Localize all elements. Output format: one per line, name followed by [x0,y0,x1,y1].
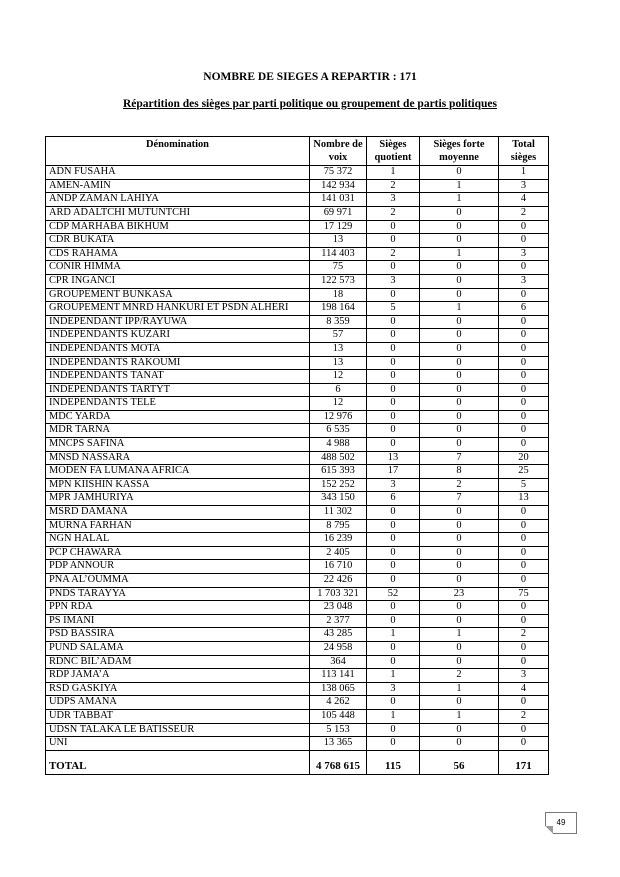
cell-denomination: INDEPENDANTS TELE [46,397,310,411]
cell-quotient: 3 [367,193,420,207]
table-row [46,682,549,696]
table-row [46,696,549,710]
cell-total: 3 [499,669,549,683]
cell-voix: 16 239 [310,533,367,547]
table-row [46,519,549,533]
page-title: NOMBRE DE SIEGES A REPARTIR : 171 [203,71,417,83]
cell-denomination: NGN HALAL [46,533,310,547]
cell-denomination: MNCPS SAFINA [46,438,310,452]
cell-voix: 2 377 [310,614,367,628]
cell-total: 25 [499,465,549,479]
cell-quotient: 0 [367,601,420,615]
cell-quotient: 1 [367,628,420,642]
cell-total: 6 [499,302,549,316]
cell-voix: 57 [310,329,367,343]
cell-total: 0 [499,356,549,370]
cell-total: 0 [499,614,549,628]
cell-total: 3 [499,247,549,261]
table-row [46,533,549,547]
cell-voix: 18 [310,288,367,302]
cell-quotient: 0 [367,614,420,628]
total-voix: 4 768 615 [310,750,367,775]
cell-voix: 69 971 [310,206,367,220]
table-row [46,641,549,655]
cell-denomination: CONIR HIMMA [46,261,310,275]
cell-forte: 1 [420,709,499,723]
table-row [46,329,549,343]
cell-quotient: 0 [367,342,420,356]
cell-voix: 364 [310,655,367,669]
cell-denomination: UDSN TALAKA LE BATISSEUR [46,723,310,737]
cell-total: 0 [499,506,549,520]
cell-forte: 0 [420,410,499,424]
cell-voix: 105 448 [310,709,367,723]
table-row [46,166,549,180]
cell-quotient: 0 [367,546,420,560]
table-row [46,288,549,302]
cell-denomination: INDEPENDANTS KUZARI [46,329,310,343]
cell-denomination: MDR TARNA [46,424,310,438]
cell-denomination: CDR BUKATA [46,234,310,248]
cell-voix: 16 710 [310,560,367,574]
cell-voix: 4 262 [310,696,367,710]
table-row [46,587,549,601]
table-row [46,247,549,261]
table-row [46,655,549,669]
cell-denomination: PS IMANI [46,614,310,628]
cell-forte: 0 [420,206,499,220]
cell-denomination: PPN RDA [46,601,310,615]
table-row [46,601,549,615]
cell-quotient: 1 [367,709,420,723]
table-row [46,506,549,520]
cell-denomination: INDEPENDANT IPP/RAYUWA [46,315,310,329]
cell-forte: 1 [420,628,499,642]
cell-quotient: 0 [367,506,420,520]
cell-forte: 0 [420,737,499,751]
cell-voix: 343 150 [310,492,367,506]
header-forte-moyenne: Sièges forte moyenne [420,137,499,166]
page-number: 49 [545,812,577,834]
cell-quotient: 0 [367,397,420,411]
cell-forte: 0 [420,655,499,669]
cell-quotient: 0 [367,574,420,588]
cell-forte: 7 [420,492,499,506]
table-row [46,478,549,492]
cell-voix: 6 535 [310,424,367,438]
table-row [46,302,549,316]
cell-forte: 0 [420,506,499,520]
cell-forte: 2 [420,669,499,683]
cell-forte: 0 [420,723,499,737]
cell-denomination: INDEPENDANTS TARTYT [46,383,310,397]
cell-forte: 0 [420,574,499,588]
cell-voix: 12 [310,397,367,411]
cell-total: 3 [499,274,549,288]
cell-total: 0 [499,220,549,234]
total-quotient: 115 [367,750,420,775]
table-row [46,220,549,234]
cell-denomination: RDP JAMA’A [46,669,310,683]
cell-denomination: INDEPENDANTS RAKOUMI [46,356,310,370]
cell-quotient: 0 [367,424,420,438]
table-row [46,356,549,370]
cell-total: 0 [499,370,549,384]
cell-forte: 0 [420,383,499,397]
cell-quotient: 2 [367,179,420,193]
cell-voix: 2 405 [310,546,367,560]
cell-voix: 23 048 [310,601,367,615]
cell-quotient: 0 [367,261,420,275]
cell-denomination: GROUPEMENT MNRD HANKURI ET PSDN ALHERI [46,302,310,316]
cell-quotient: 5 [367,302,420,316]
cell-quotient: 3 [367,682,420,696]
cell-denomination: MPN KIISHIN KASSA [46,478,310,492]
cell-denomination: PCP CHAWARA [46,546,310,560]
cell-forte: 0 [420,533,499,547]
cell-quotient: 0 [367,696,420,710]
cell-total: 0 [499,641,549,655]
cell-total: 0 [499,261,549,275]
cell-voix: 615 393 [310,465,367,479]
table-row [46,560,549,574]
cell-forte: 0 [420,234,499,248]
cell-total: 5 [499,478,549,492]
cell-quotient: 0 [367,315,420,329]
cell-total: 0 [499,546,549,560]
cell-forte: 0 [420,342,499,356]
cell-voix: 12 976 [310,410,367,424]
cell-denomination: RDNC BIL’ADAM [46,655,310,669]
cell-voix: 12 [310,370,367,384]
cell-voix: 198 164 [310,302,367,316]
cell-denomination: CPR INGANCI [46,274,310,288]
cell-total: 0 [499,315,549,329]
table-row [46,424,549,438]
cell-voix: 4 988 [310,438,367,452]
cell-quotient: 2 [367,247,420,261]
cell-denomination: RSD GASKIYA [46,682,310,696]
cell-denomination: MSRD DAMANA [46,506,310,520]
cell-total: 4 [499,682,549,696]
cell-denomination: PDP ANNOUR [46,560,310,574]
cell-quotient: 0 [367,410,420,424]
cell-denomination: ADN FUSAHA [46,166,310,180]
cell-voix: 152 252 [310,478,367,492]
cell-quotient: 0 [367,383,420,397]
cell-forte: 1 [420,302,499,316]
cell-quotient: 0 [367,655,420,669]
table-row [46,274,549,288]
cell-denomination: AMEN-AMIN [46,179,310,193]
cell-voix: 6 [310,383,367,397]
cell-forte: 1 [420,247,499,261]
cell-total: 0 [499,329,549,343]
cell-total: 2 [499,628,549,642]
cell-quotient: 1 [367,669,420,683]
cell-voix: 75 [310,261,367,275]
cell-total: 0 [499,410,549,424]
cell-forte: 23 [420,587,499,601]
table-row [46,546,549,560]
cell-total: 20 [499,451,549,465]
table-row [46,492,549,506]
cell-voix: 8 359 [310,315,367,329]
cell-forte: 0 [420,397,499,411]
cell-quotient: 0 [367,560,420,574]
cell-voix: 13 [310,342,367,356]
cell-voix: 142 934 [310,179,367,193]
cell-quotient: 1 [367,166,420,180]
cell-denomination: MODEN FA LUMANA AFRICA [46,465,310,479]
cell-total: 1 [499,166,549,180]
cell-total: 4 [499,193,549,207]
cell-forte: 0 [420,220,499,234]
cell-quotient: 0 [367,234,420,248]
cell-voix: 17 129 [310,220,367,234]
cell-total: 75 [499,587,549,601]
cell-forte: 7 [420,451,499,465]
cell-quotient: 0 [367,438,420,452]
table-row [46,206,549,220]
cell-voix: 22 426 [310,574,367,588]
page-subtitle: Répartition des sièges par parti politique ou groupement de partis politiques [123,98,497,110]
cell-total: 13 [499,492,549,506]
cell-denomination: PNDS TARAYYA [46,587,310,601]
cell-forte: 1 [420,179,499,193]
table-row [46,315,549,329]
cell-quotient: 0 [367,288,420,302]
table-row [46,179,549,193]
cell-forte: 0 [420,560,499,574]
cell-forte: 0 [420,614,499,628]
cell-quotient: 0 [367,737,420,751]
cell-voix: 138 065 [310,682,367,696]
cell-forte: 0 [420,696,499,710]
cell-voix: 1 703 321 [310,587,367,601]
table-row [46,193,549,207]
cell-total: 0 [499,519,549,533]
table-row [46,261,549,275]
table-row [46,438,549,452]
table-row [46,723,549,737]
cell-quotient: 0 [367,220,420,234]
cell-voix: 8 795 [310,519,367,533]
cell-denomination: UDPS AMANA [46,696,310,710]
cell-voix: 13 365 [310,737,367,751]
table-row [46,234,549,248]
cell-denomination: MURNA FARHAN [46,519,310,533]
cell-denomination: INDEPENDANTS TANAT [46,370,310,384]
cell-denomination: MPR JAMHURIYA [46,492,310,506]
cell-quotient: 6 [367,492,420,506]
table-row [46,465,549,479]
seats-table [45,136,549,775]
cell-forte: 0 [420,274,499,288]
table-row [46,614,549,628]
table-row [46,342,549,356]
table-row [46,370,549,384]
cell-quotient: 2 [367,206,420,220]
total-label: TOTAL [46,750,310,775]
cell-total: 0 [499,601,549,615]
table-row [46,410,549,424]
cell-denomination: PUND SALAMA [46,641,310,655]
cell-total: 0 [499,533,549,547]
cell-denomination: ANDP ZAMAN LAHIYA [46,193,310,207]
cell-forte: 2 [420,478,499,492]
cell-forte: 0 [420,438,499,452]
cell-forte: 0 [420,424,499,438]
cell-forte: 0 [420,519,499,533]
cell-voix: 24 958 [310,641,367,655]
cell-voix: 13 [310,356,367,370]
cell-denomination: PNA AL’OUMMA [46,574,310,588]
header-quotient: Sièges quotient [367,137,420,166]
cell-voix: 141 031 [310,193,367,207]
cell-quotient: 17 [367,465,420,479]
cell-quotient: 0 [367,370,420,384]
cell-forte: 0 [420,601,499,615]
cell-voix: 13 [310,234,367,248]
table-row [46,574,549,588]
cell-total: 0 [499,737,549,751]
cell-quotient: 0 [367,723,420,737]
cell-total: 0 [499,288,549,302]
cell-denomination: CDP MARHABA BIKHUM [46,220,310,234]
cell-total: 0 [499,560,549,574]
cell-forte: 0 [420,641,499,655]
cell-quotient: 3 [367,274,420,288]
cell-denomination: GROUPEMENT BUNKASA [46,288,310,302]
cell-voix: 11 302 [310,506,367,520]
cell-total: 3 [499,179,549,193]
table-row [46,397,549,411]
header-voix: Nombre de voix [310,137,367,166]
cell-quotient: 0 [367,533,420,547]
cell-denomination: PSD BASSIRA [46,628,310,642]
cell-voix: 122 573 [310,274,367,288]
cell-quotient: 3 [367,478,420,492]
cell-total: 0 [499,342,549,356]
table-row [46,451,549,465]
cell-total: 0 [499,438,549,452]
table-row [46,669,549,683]
cell-voix: 488 502 [310,451,367,465]
cell-forte: 0 [420,356,499,370]
cell-voix: 5 153 [310,723,367,737]
cell-forte: 0 [420,546,499,560]
total-sieges: 171 [499,750,549,775]
cell-denomination: INDEPENDANTS MOTA [46,342,310,356]
cell-total: 0 [499,574,549,588]
cell-denomination: UDR TABBAT [46,709,310,723]
cell-total: 0 [499,397,549,411]
cell-forte: 8 [420,465,499,479]
cell-forte: 0 [420,261,499,275]
cell-quotient: 13 [367,451,420,465]
cell-forte: 0 [420,370,499,384]
cell-quotient: 0 [367,356,420,370]
cell-forte: 0 [420,166,499,180]
cell-forte: 0 [420,315,499,329]
cell-total: 0 [499,383,549,397]
total-row [46,750,549,775]
cell-total: 0 [499,655,549,669]
cell-forte: 1 [420,682,499,696]
cell-quotient: 0 [367,519,420,533]
cell-total: 0 [499,723,549,737]
cell-total: 0 [499,424,549,438]
cell-forte: 1 [420,193,499,207]
cell-voix: 114 403 [310,247,367,261]
total-forte: 56 [420,750,499,775]
cell-quotient: 0 [367,641,420,655]
cell-total: 2 [499,709,549,723]
cell-forte: 0 [420,288,499,302]
cell-voix: 113 141 [310,669,367,683]
cell-total: 0 [499,234,549,248]
table-row [46,383,549,397]
table-row [46,628,549,642]
cell-voix: 43 285 [310,628,367,642]
cell-total: 2 [499,206,549,220]
cell-denomination: UNI [46,737,310,751]
cell-quotient: 52 [367,587,420,601]
table-body [46,166,549,751]
cell-denomination: MDC YARDA [46,410,310,424]
cell-denomination: MNSD NASSARA [46,451,310,465]
table-row [46,737,549,751]
cell-total: 0 [499,696,549,710]
cell-forte: 0 [420,329,499,343]
cell-voix: 75 372 [310,166,367,180]
header-denomination: Dénomination [46,137,310,166]
cell-denomination: CDS RAHAMA [46,247,310,261]
header-total: Total sièges [499,137,549,166]
table-header-row [46,137,549,166]
cell-denomination: ARD ADALTCHI MUTUNTCHI [46,206,310,220]
table-row [46,709,549,723]
cell-quotient: 0 [367,329,420,343]
